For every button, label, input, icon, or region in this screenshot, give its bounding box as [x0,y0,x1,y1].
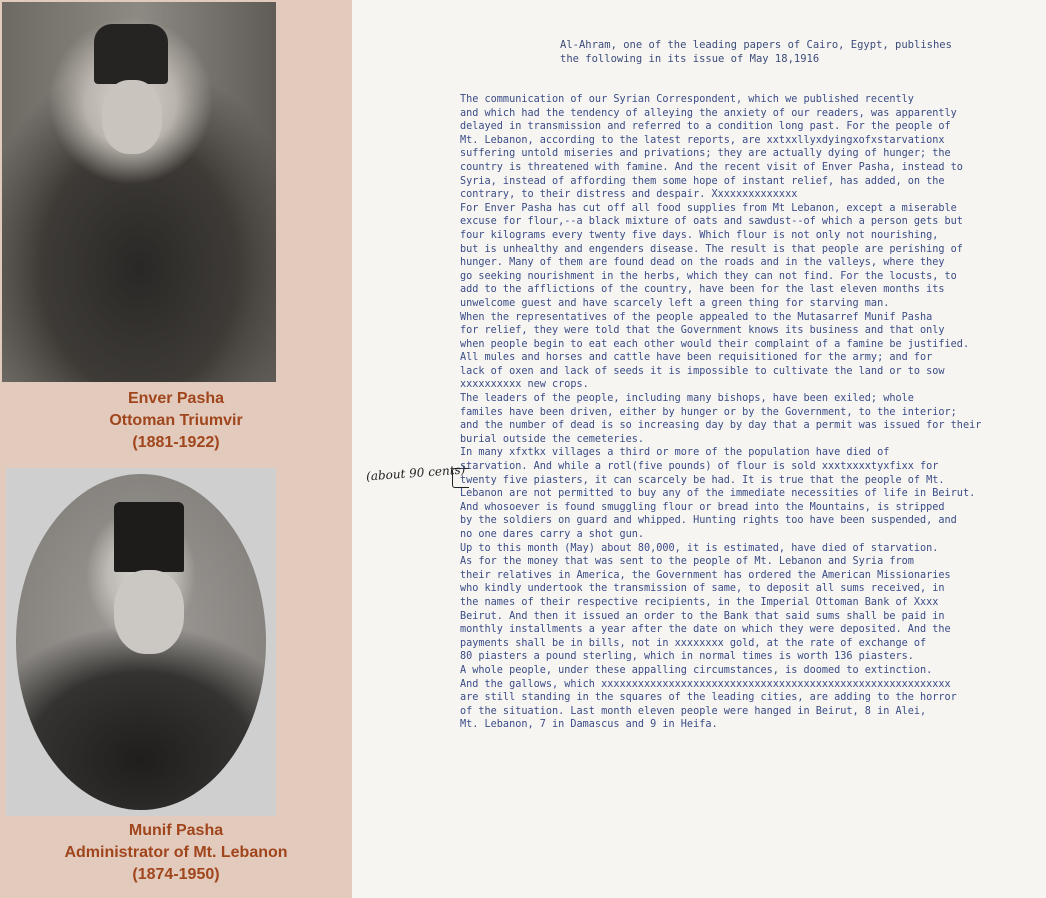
body-line: And whosoever is found smuggling flour or bread into the Mountains, is stripped [460,501,945,513]
body-line: excuse for flour,--a black mixture of oats and sawdust--of which a person gets but [460,216,963,228]
munif-face [114,570,184,654]
body-line: When the representatives of the people appealed to the Mutasarref Munif Pasha [460,311,933,323]
munif-name: Munif Pasha [128,822,224,839]
heading-line: Al-Ahram, one of the leading papers of Cairo, Egypt, publishes [560,39,952,51]
letter-body [460,93,981,732]
body-line: xxxxxxxxxx new crops. [460,379,589,391]
body-line: but is unhealthy and engenders disease. The result is that people are perishing of [460,243,963,255]
enver-title: Ottoman Triumvir [109,412,243,429]
munif-title: Administrator of Mt. Lebanon [64,844,288,861]
body-line: delayed in transmission and referred to a condition long past. For the people of [460,121,951,133]
body-line: 80 piasters a pound sterling, which in normal times is worth 136 piasters. [460,651,914,663]
body-line: Syria, instead of affording them some hope of instant relief, has added, on the [460,175,945,187]
body-line: Mt. Lebanon, according to the latest reports, are xxtxxllyxdyingxofxstarvationx [460,134,945,146]
body-line: The leaders of the people, including many bishops, have been exiled; whole [460,393,914,405]
body-line: payments shall be in bills, not in xxxxxxxx gold, at the rate of exchange of [460,637,927,649]
munif-caption [0,820,352,886]
body-line: no one dares carry a shot gun. [460,529,645,540]
body-line: And the gallows, which xxxxxxxxxxxxxxxxxxxxxxxxxxxxxxxxxxxxxxxxxxxxxxxxxxxxxxxxx [460,678,951,690]
body-line: Lebanon are not permitted to buy any of the immediate necessities of life in Beirut. [460,488,976,500]
body-line: familes have been driven, either by hunger or by the Government, to the interior; [460,406,957,418]
left-panel [0,0,352,898]
body-line: twenty five piasters, it can scarcely be had. It is true that the people of Mt. [460,474,945,486]
body-line: All mules and horses and cattle have been requisitioned for the army; and for [460,352,933,364]
body-line: starvation. And while a rotl(five pounds) of flour is sold xxxtxxxxtyxfixx for [460,461,939,473]
body-line: the names of their respective recipients, in the Imperial Ottoman Bank of Xxxx [460,596,939,608]
body-line: hunger. Many of them are found dead on the roads and in the valleys, where they [460,257,945,269]
munif-dates: (1874-1950) [132,866,220,883]
munif-oval-frame [16,474,266,810]
body-line: go seeking nourishment in the herbs, which they can not find. For the locusts, to [460,270,957,282]
body-line: for relief, they were told that the Government knows its business and that only [460,325,945,337]
typewritten-letter [352,0,1046,898]
body-line: Beirut. And then it issued an order to the Bank that said sums shall be paid in [460,610,945,622]
body-line: As for the money that was sent to the people of Mt. Lebanon and Syria from [460,556,914,568]
body-line: In many xfxtkx villages a third or more of the population have died of [460,447,890,459]
body-line: who kindly undertook the transmission of same, to deposit all sums received, in [460,583,945,595]
body-line: by the soldiers on guard and whipped. Hunting rights too have been suspended, and [460,515,957,527]
body-line: lack of oxen and lack of seeds it is impossible to cultivate the land or to sow [460,365,945,377]
heading-line: the following in its issue of May 18,1916 [560,53,820,65]
body-line: add to the afflictions of the country, have been for the last eleven months its [460,284,945,296]
body-line: of the situation. Last month eleven people were hanged in Beirut, 8 in Alei, [460,705,927,717]
body-line: and the number of dead is so increasing day by day that a permit was issued for their [460,420,982,432]
body-line: burial outside the cemeteries. [460,433,645,445]
enver-face [102,80,162,154]
body-line: contrary, to their distress and despair. Xxxxxxxxxxxxxx [460,189,798,201]
body-line: unwelcome guest and have scarcely left a green thing for starving man. [460,297,890,309]
enver-dates: (1881-1922) [132,434,220,451]
enver-hat [94,24,168,84]
body-line: Mt. Lebanon, 7 in Damascus and 9 in Heifa. [460,719,718,731]
body-line: their relatives in America, the Government has ordered the American Missionaries [460,569,951,581]
enver-pasha-portrait [2,2,276,382]
munif-pasha-portrait [6,468,276,816]
letter-heading [560,38,952,66]
body-line: are still standing in the squares of the leading cities, are adding to the horror [460,692,957,704]
body-line: four kilograms every twenty five days. Which flour is not only not nourishing, [460,229,939,241]
body-line: monthly installments a year after the date on which they were deposited. And the [460,624,951,636]
body-line: and which had the tendency of alleying the anxiety of our readers, was apparently [460,107,957,119]
handwritten-margin-note: (about 90 cents) [365,462,466,484]
body-line: The communication of our Syrian Correspondent, which we published recently [460,94,914,105]
body-line: For Enver Pasha has cut off all food supplies from Mt Lebanon, except a miserable [460,202,957,214]
body-line: country is threatened with famine. And the recent visit of Enver Pasha, instead to [460,161,963,173]
body-line: A whole people, under these appalling circumstances, is doomed to extinction. [460,664,933,676]
munif-fez [114,502,184,572]
enver-caption [0,388,352,454]
body-line: suffering untold miseries and privations; they are actually dying of hunger; the [460,148,951,160]
enver-name: Enver Pasha [127,390,225,407]
body-line: Up to this month (May) about 80,000, it is estimated, have died of starvation. [460,542,939,554]
body-line: when people begin to eat each other would their complaint of a famine be justified. [460,338,970,350]
